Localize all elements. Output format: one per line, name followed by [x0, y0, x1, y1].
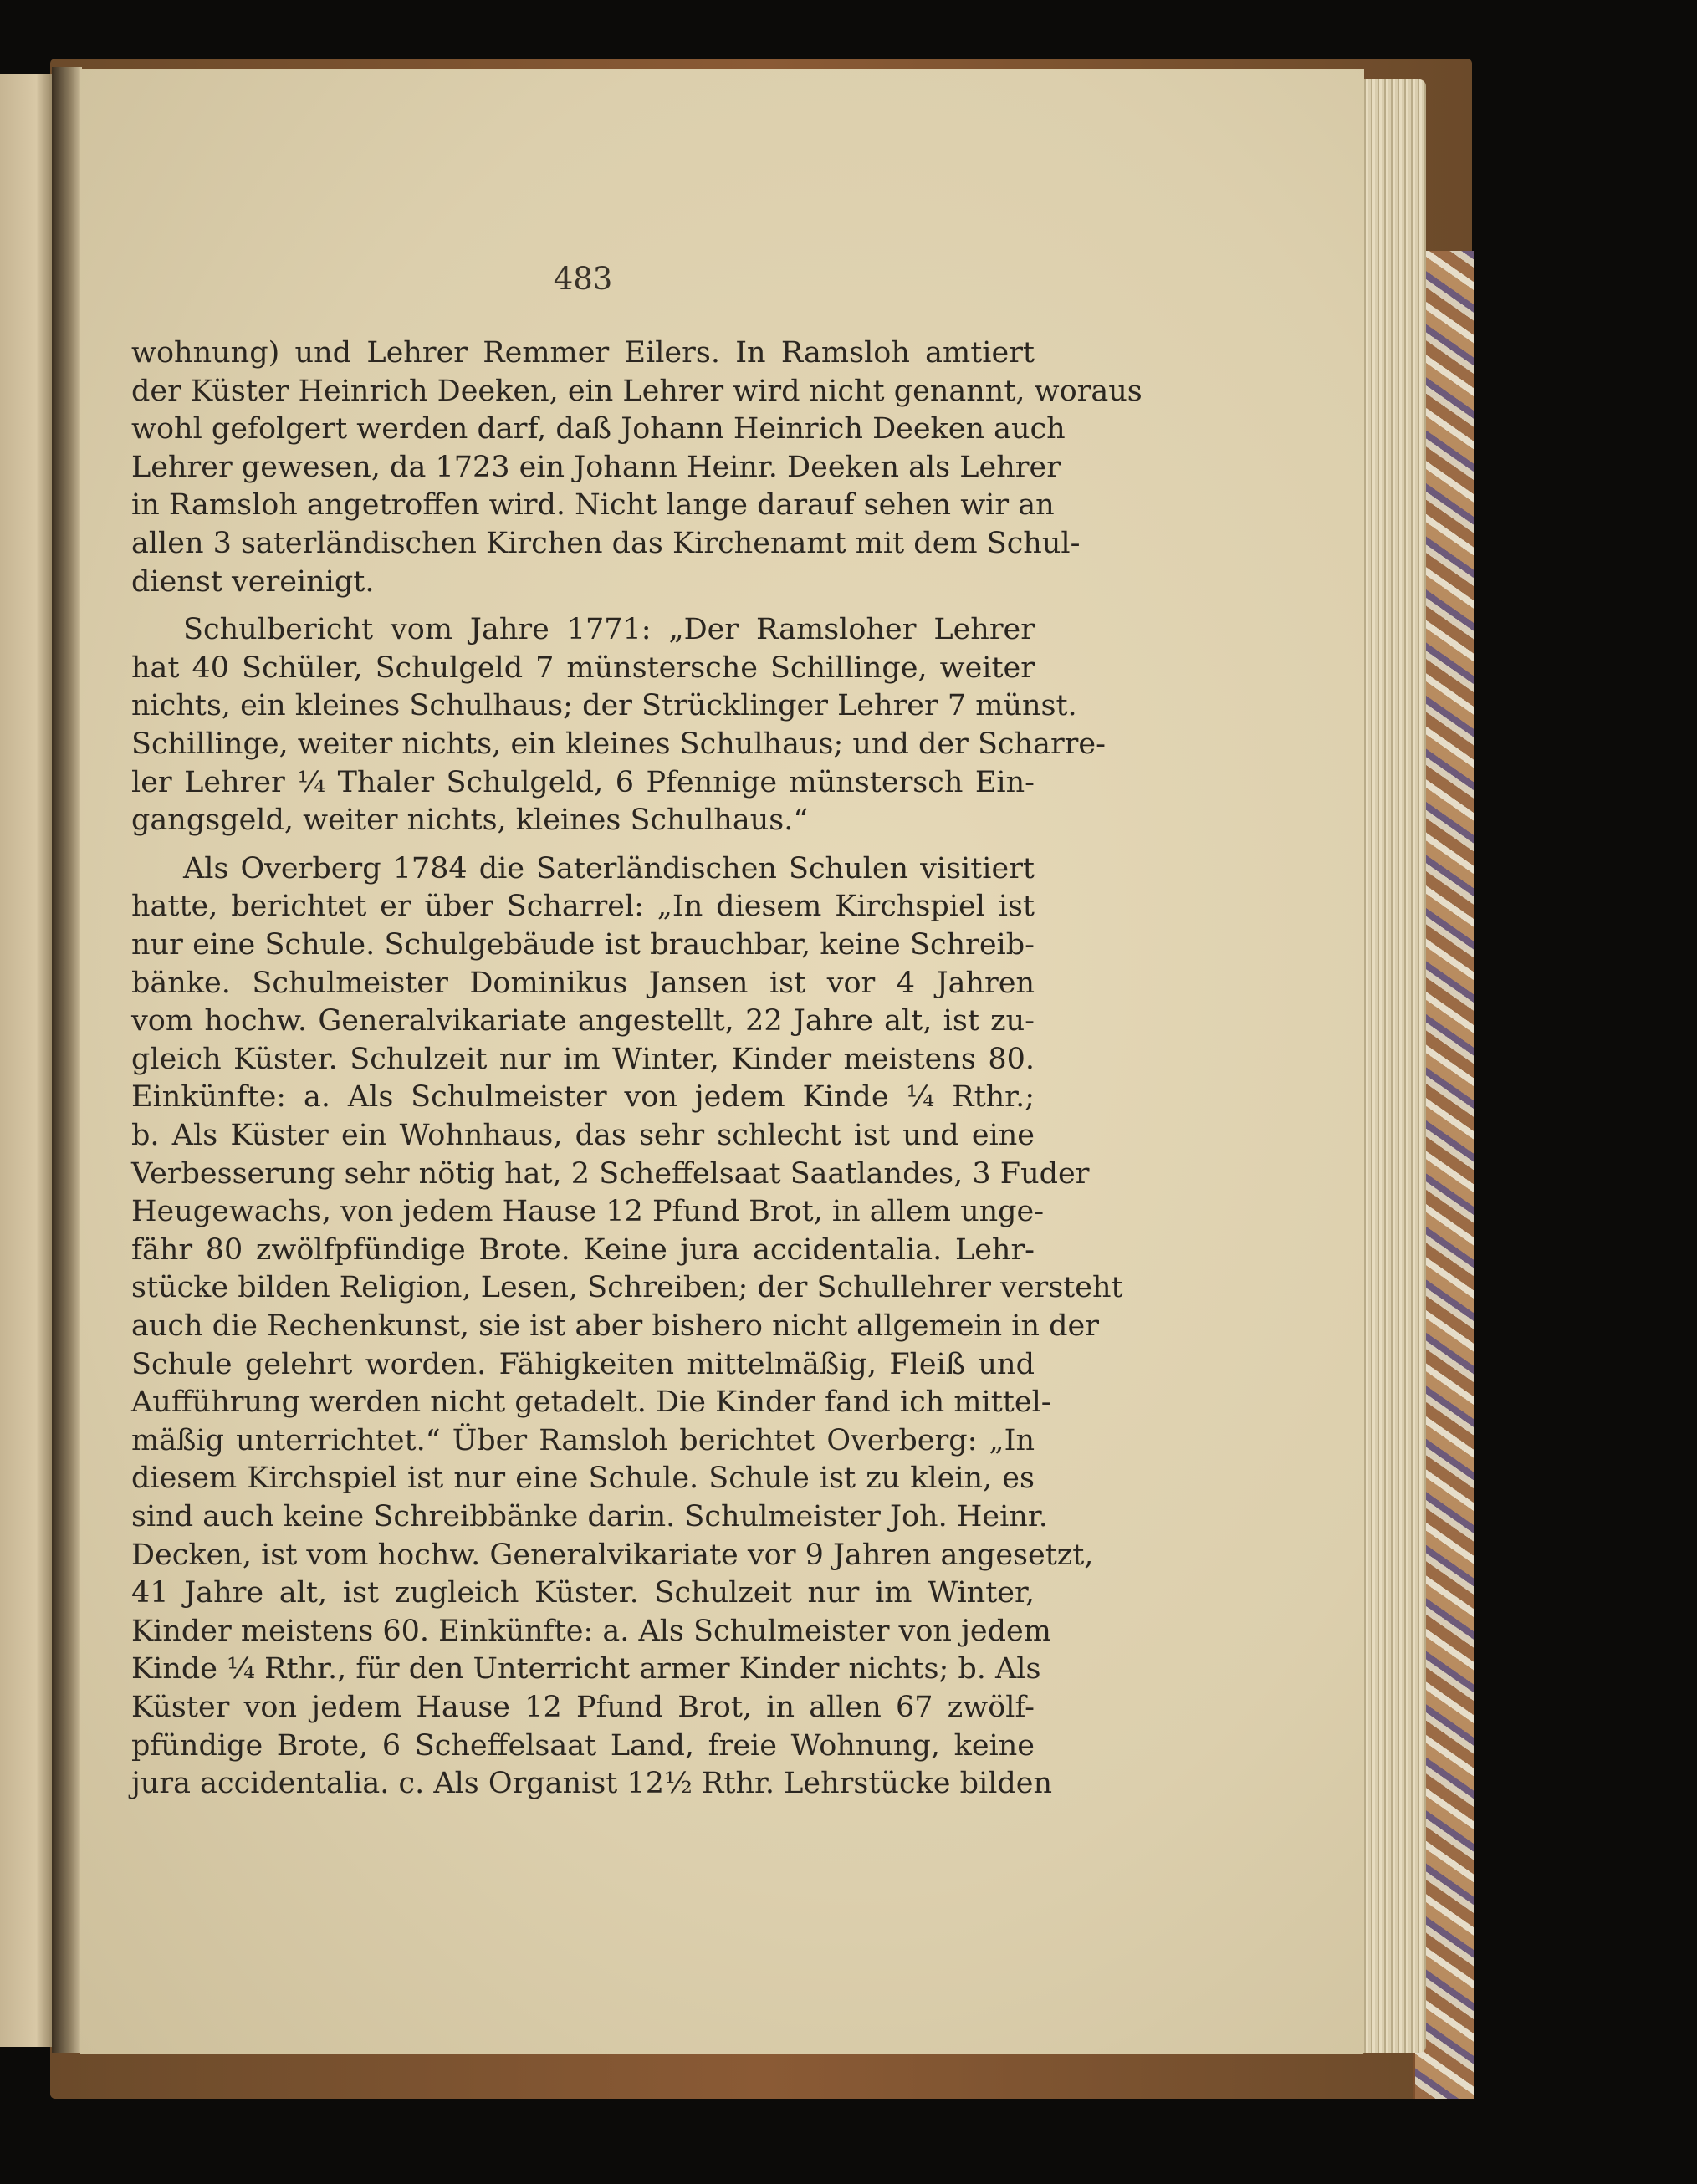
text-line: jura accidentalia. c. Als Organist 12½ Rthr. Lehrstücke bilden: [131, 1767, 1053, 1801]
text-line: vom hochw. Generalvikariate angestellt, 22 Jahre alt, ist zu-: [131, 1004, 1035, 1038]
text-line: fähr 80 zwölfpfündige Brote. Keine jura accidentalia. Lehr-: [131, 1232, 1035, 1267]
text-line: auch die Rechenkunst, sie ist aber bishero nicht allgemein in der: [131, 1309, 1099, 1343]
text-line: Als Overberg 1784 die Saterländischen Schulen visitiert: [183, 851, 1035, 885]
text-line: Küster von jedem Hause 12 Pfund Brot, in allen 67 zwölf-: [131, 1691, 1035, 1724]
text-line: Kinde ¼ Rthr., für den Unterricht armer Kinder nichts; b. Als: [131, 1652, 1041, 1686]
page-edges: [1355, 79, 1426, 2053]
text-line: in Ramsloh angetroffen wird. Nicht lange darauf sehen wir an: [131, 488, 1055, 523]
text-line: gleich Küster. Schulzeit nur im Winter, Kinder meistens 80.: [131, 1042, 1035, 1076]
page-number: 483: [553, 261, 613, 297]
text-line: Aufführung werden nicht getadelt. Die Kinder fand ich mittel-: [131, 1385, 1051, 1420]
text-line: nichts, ein kleines Schulhaus; der Strücklinger Lehrer 7 münst.: [131, 689, 1077, 723]
text-line: Schillinge, weiter nichts, ein kleines Schulhaus; und der Scharre-: [131, 727, 1106, 761]
text-line: nur eine Schule. Schulgebäude ist brauchbar, keine Schreib-: [131, 928, 1035, 962]
text-line: hatte, berichtet er über Scharrel: „In diesem Kirchspiel ist: [131, 890, 1035, 924]
text-line: stücke bilden Religion, Lesen, Schreiben; der Schullehrer versteht: [131, 1271, 1123, 1305]
text-line: wohl gefolgert werden darf, daß Johann Heinrich Deeken auch: [131, 412, 1066, 446]
text-line: Heugewachs, von jedem Hause 12 Pfund Brot, in allem unge-: [131, 1195, 1045, 1229]
text-line: Lehrer gewesen, da 1723 ein Johann Heinr. Deeken als Lehrer: [131, 450, 1061, 484]
text-line: ler Lehrer ¼ Thaler Schulgeld, 6 Pfennige münstersch Ein-: [131, 765, 1035, 799]
text-line: Decken, ist vom hochw. Generalvikariate vor 9 Jahren angesetzt,: [131, 1538, 1094, 1572]
text-line: gangsgeld, weiter nichts, kleines Schulhaus.“: [131, 804, 809, 838]
text-line: 41 Jahre alt, ist zugleich Küster. Schulzeit nur im Winter,: [131, 1576, 1035, 1610]
text-line: bänke. Schulmeister Dominikus Jansen ist vor 4 Jahren: [131, 966, 1035, 1000]
text-line: allen 3 saterländischen Kirchen das Kirchenamt mit dem Schul-: [131, 527, 1081, 560]
text-line: mäßig unterrichtet.“ Über Ramsloh berichtet Overberg: „In: [131, 1423, 1035, 1457]
text-line: Verbesserung sehr nötig hat, 2 Scheffelsaat Saatlandes, 3 Fuder: [131, 1156, 1090, 1191]
text-line: Einkünfte: a. Als Schulmeister von jedem Kinde ¼ Rthr.;: [131, 1080, 1035, 1115]
text-line: diesem Kirchspiel ist nur eine Schule. Schule ist zu klein, es: [131, 1462, 1035, 1496]
text-line: wohnung) und Lehrer Remmer Eilers. In Ramsloh amtiert: [131, 336, 1035, 370]
text-line: Schule gelehrt worden. Fähigkeiten mittelmäßig, Fleiß und: [131, 1347, 1035, 1381]
text-line: dienst vereinigt.: [131, 564, 375, 599]
book-gutter: [52, 67, 82, 2053]
left-page-edge: [0, 74, 54, 2047]
text-line: b. Als Küster ein Wohnhaus, das sehr schlecht ist und eine: [131, 1119, 1035, 1152]
text-line: pfündige Brote, 6 Scheffelsaat Land, freie Wohnung, keine: [131, 1728, 1035, 1763]
text-line: hat 40 Schüler, Schulgeld 7 münstersche Schillinge, weiter: [131, 651, 1035, 685]
text-line: sind auch keine Schreibbänke darin. Schulmeister Joh. Heinr.: [131, 1500, 1048, 1533]
text-line: Kinder meistens 60. Einkünfte: a. Als Schulmeister von jedem: [131, 1614, 1051, 1648]
text-line: der Küster Heinrich Deeken, ein Lehrer wird nicht genannt, woraus: [131, 374, 1142, 408]
text-line: Schulbericht vom Jahre 1771: „Der Ramsloher Lehrer: [183, 613, 1035, 647]
